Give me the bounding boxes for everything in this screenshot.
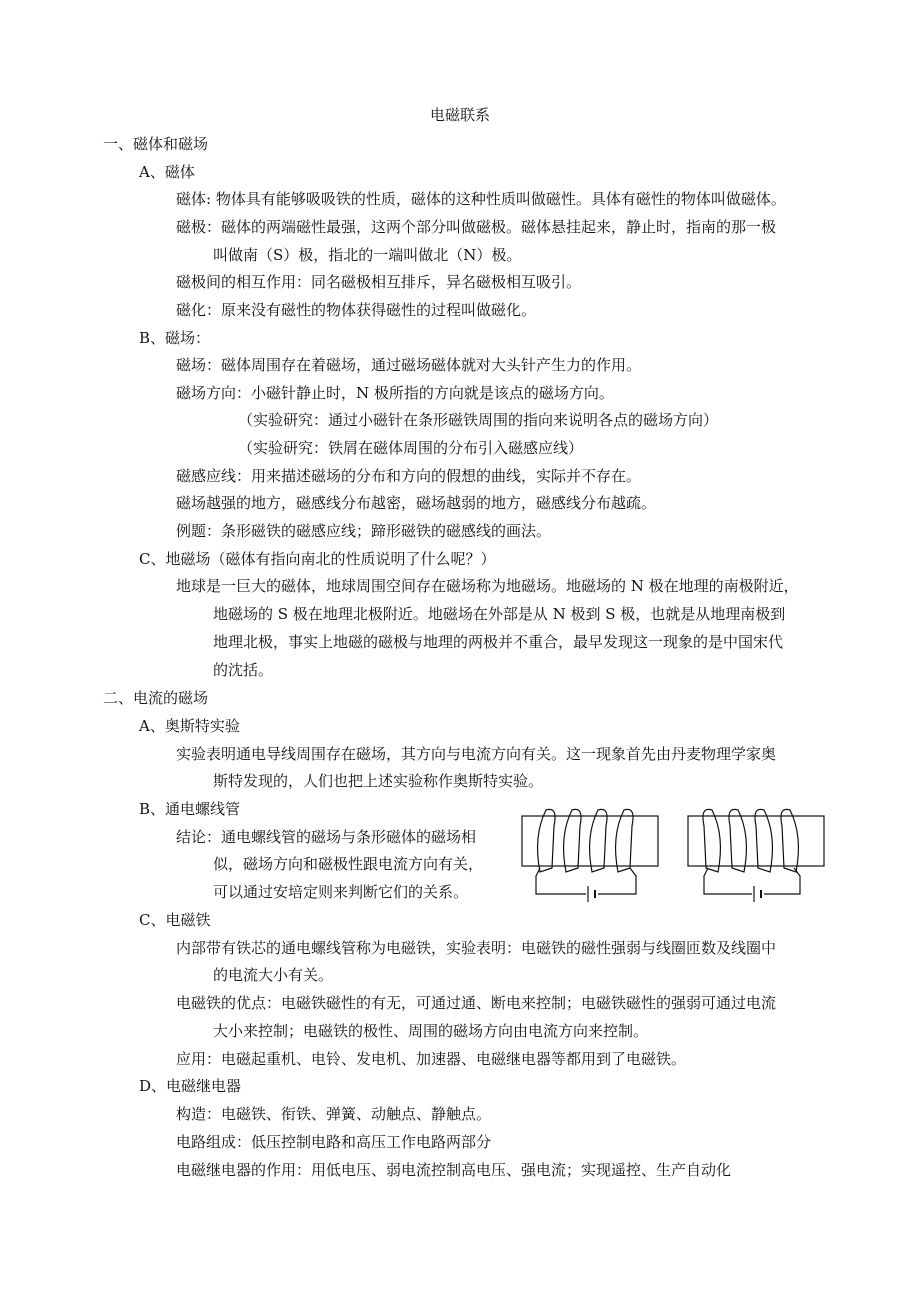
paragraph-earth-field-3: 地理北极，事实上地磁的磁极与地理的两极并不重合，最早发现这一现象的是中国宋代: [213, 633, 784, 651]
page-title: 电磁联系: [429, 106, 490, 124]
coil-loop: [590, 809, 607, 872]
section-2-heading: 二、电流的磁场: [103, 689, 209, 707]
paragraph-example: 例题：条形磁铁的磁感应线；蹄形磁铁的磁感线的画法。: [176, 522, 552, 540]
paragraph-electromagnet-advantages-1: 电磁铁的优点：电磁铁磁性的有无，可通过通、断电来控制；电磁铁磁性的强弱可通过电流: [176, 994, 777, 1012]
subsection-2a-heading: A、奥斯特实验: [139, 717, 240, 735]
paragraph-relay-circuit: 电路组成：低压控制电路和高压工作电路两部分: [176, 1133, 492, 1151]
paragraph-relay-function: 电磁继电器的作用：用低电压、弱电流控制高电压、强电流；实现遥控、生产自动化: [176, 1161, 732, 1179]
note-experiment-1: （实验研究：通过小磁针在条形磁铁周围的指向来说明各点的磁场方向）: [238, 411, 719, 429]
coil-loop: [755, 809, 772, 872]
note-experiment-2: （实验研究：铁屑在磁体周围的分布引入磁感应线）: [238, 439, 584, 457]
paragraph-field-direction: 磁场方向：小磁针静止时，N 极所指的方向就是该点的磁场方向。: [176, 384, 614, 402]
coil-loop: [564, 809, 581, 872]
wire: [536, 868, 586, 894]
subsection-2b-heading: B、通电螺线管: [139, 800, 241, 818]
solenoid-diagram-left: [518, 806, 664, 902]
paragraph-pole-interaction: 磁极间的相互作用：同名磁极相互排斥，异名磁极相互吸引。: [176, 273, 582, 291]
coil-loop: [781, 809, 798, 872]
paragraph-solenoid-2: 似，磁场方向和磁极性跟电流方向有关，: [213, 855, 484, 873]
paragraph-earth-field-4: 的沈括。: [213, 661, 274, 679]
paragraph-electromagnet-1: 内部带有铁芯的通电螺线管称为电磁铁，实验表明：电磁铁的磁性强弱与线圈匝数及线圈中: [176, 939, 777, 957]
paragraph-electromagnet-advantages-2: 大小来控制；电磁铁的极性、周围的磁场方向由电流方向来控制。: [213, 1022, 649, 1040]
paragraph-magnetization: 磁化：原来没有磁性的物体获得磁性的过程叫做磁化。: [176, 301, 537, 319]
coil-loop: [616, 809, 633, 872]
coil-loop: [703, 809, 720, 872]
coil-loop: [538, 809, 555, 872]
paragraph-earth-field-2: 地磁场的 S 极在地理北极附近。地磁场在外部是从 N 极到 S 极，也就是从地理南极到: [213, 605, 786, 623]
paragraph-solenoid-3: 可以通过安培定则来判断它们的关系。: [213, 883, 469, 901]
paragraph-magnetic-pole: 磁极：磁体的两端磁性最强，这两个部分叫做磁极。磁体悬挂起来，静止时，指南的那一极: [176, 218, 777, 236]
solenoid-diagram-right: [684, 806, 830, 902]
subsection-1a-heading: A、磁体: [139, 163, 195, 181]
paragraph-electromagnet-applications: 应用：电磁起重机、电铃、发电机、加速器、电磁继电器等都用到了电磁铁。: [176, 1050, 687, 1068]
wire: [598, 868, 636, 894]
paragraph-magnet-definition: 磁体: 物体具有能够吸吸铁的性质，磁体的这种性质叫做磁性。具体有磁性的物体叫做磁体。: [176, 190, 786, 208]
paragraph-oersted-1: 实验表明通电导线周围存在磁场，其方向与电流方向有关。这一现象首先由丹麦物理学家奥: [176, 745, 777, 763]
paragraph-field-density: 磁场越强的地方，磁感线分布越密，磁场越弱的地方，磁感线分布越疏。: [176, 494, 657, 512]
paragraph-earth-field-1: 地球是一巨大的磁体，地球周围空间存在磁场称为地磁场。地磁场的 N 极在地理的南极附近，: [176, 577, 799, 595]
paragraph-magnetic-field: 磁场：磁体周围存在着磁场，通过磁场磁体就对大头针产生力的作用。: [176, 356, 642, 374]
subsection-1b-heading: B、磁场：: [139, 329, 211, 347]
paragraph-oersted-2: 斯特发现的，人们也把上述实验称作奥斯特实验。: [213, 772, 544, 790]
paragraph-solenoid-1: 结论：通电螺线管的磁场与条形磁体的磁场相: [176, 828, 477, 846]
coil-loop: [729, 809, 746, 872]
subsection-2c-heading: C、电磁铁: [139, 911, 211, 929]
section-1-heading: 一、磁体和磁场: [103, 135, 209, 153]
paragraph-magnetic-pole-cont: 叫做南（S）极，指北的一端叫做北（N）极。: [213, 246, 522, 264]
wire: [704, 868, 752, 894]
subsection-1c-heading: C、地磁场（磁体有指向南北的性质说明了什么呢？）: [139, 550, 496, 568]
paragraph-field-lines: 磁感应线：用来描述磁场的分布和方向的假想的曲线，实际并不存在。: [176, 467, 642, 485]
paragraph-electromagnet-2: 的电流大小有关。: [213, 966, 334, 984]
subsection-2d-heading: D、电磁继电器: [139, 1077, 242, 1095]
paragraph-relay-structure: 构造：电磁铁、衔铁、弹簧、动触点、静触点。: [176, 1105, 492, 1123]
